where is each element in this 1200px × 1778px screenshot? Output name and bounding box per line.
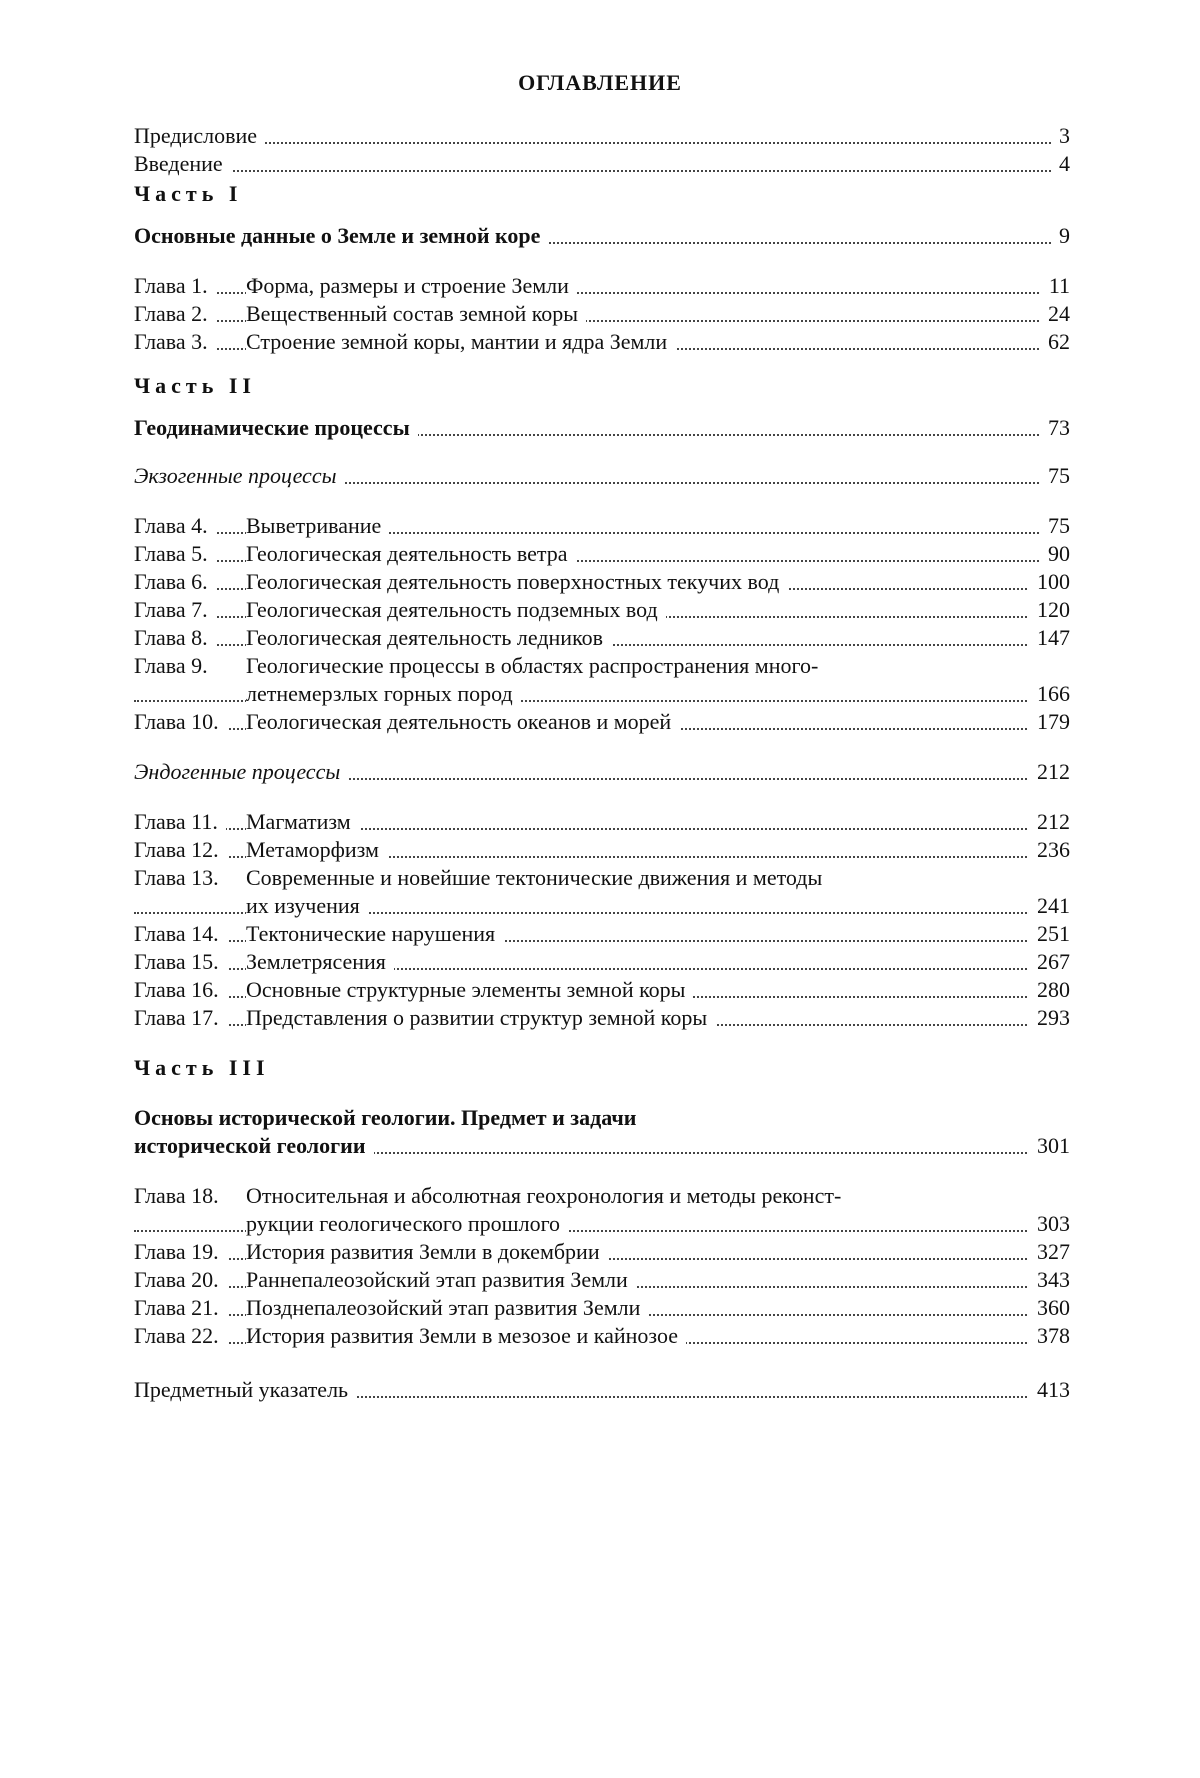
chapter-title: История развития Земли в докембрии xyxy=(246,1238,608,1266)
page-number: 120 xyxy=(1029,596,1070,624)
page-number: 267 xyxy=(1029,948,1070,976)
chapter-title: Строение земной коры, мантии и ядра Земли xyxy=(246,328,675,356)
toc-chapter-entry xyxy=(134,652,1070,680)
toc-chapter-entry xyxy=(134,272,1070,300)
entry-title: Предисловие xyxy=(134,122,265,150)
chapter-title: Магматизм xyxy=(246,808,359,836)
page-number: 75 xyxy=(1040,462,1070,490)
chapter-number: Глава 7. xyxy=(134,596,216,624)
chapter-number: Глава 13. xyxy=(134,864,227,892)
entry-title-continuation: летнемерзлых горных пород xyxy=(246,680,521,708)
toc-chapter-entry xyxy=(134,976,1070,1004)
chapter-title: Вещественный состав земной коры xyxy=(246,300,586,328)
toc-entry xyxy=(134,414,1070,442)
toc-part-heading xyxy=(134,180,1070,208)
toc-chapter-entry xyxy=(134,1238,1070,1266)
chapter-number: Глава 1. xyxy=(134,272,216,300)
page-number: 75 xyxy=(1040,512,1070,540)
chapter-title: Метаморфизм xyxy=(246,836,387,864)
chapter-title: Позднепалеозойский этап развития Земли xyxy=(246,1294,648,1322)
chapter-number: Глава 10. xyxy=(134,708,227,736)
page-number: 9 xyxy=(1051,222,1070,250)
toc-chapter-entry xyxy=(134,1182,1070,1210)
chapter-title: Современные и новейшие тектонические движения и методы xyxy=(246,864,830,892)
page-number: 100 xyxy=(1029,568,1070,596)
page-number: 90 xyxy=(1040,540,1070,568)
chapter-title: Геологическая деятельность ветра xyxy=(246,540,576,568)
toc-chapter-entry xyxy=(134,328,1070,356)
chapter-title: Геологическая деятельность океанов и морей xyxy=(246,708,679,736)
toc-chapter-entry xyxy=(134,864,1070,892)
page-number: 301 xyxy=(1029,1132,1070,1160)
chapter-number: Глава 5. xyxy=(134,540,216,568)
chapter-title: Геологическая деятельность ледников xyxy=(246,624,611,652)
entry-title-continuation: исторической геологии xyxy=(134,1132,374,1160)
page-title: ОГЛАВЛЕНИЕ xyxy=(518,70,682,95)
chapter-number: Глава 6. xyxy=(134,568,216,596)
toc-chapter-entry xyxy=(134,596,1070,624)
chapter-number: Глава 14. xyxy=(134,920,227,948)
page-number: 73 xyxy=(1040,414,1070,442)
entry-title-continuation: их изучения xyxy=(246,892,368,920)
chapter-title: История развития Земли в мезозое и кайнозое xyxy=(246,1322,686,1350)
chapter-title: Геологическая деятельность поверхностных текучих вод xyxy=(246,568,787,596)
page-number: 293 xyxy=(1029,1004,1070,1032)
entry-title: Геодинамические процессы xyxy=(134,414,418,442)
toc-chapter-entry xyxy=(134,836,1070,864)
page-number: 327 xyxy=(1029,1238,1070,1266)
part-label: Часть II xyxy=(134,372,264,400)
chapter-title: Относительная и абсолютная геохронология и методы реконст- xyxy=(246,1182,849,1210)
chapter-number: Глава 17. xyxy=(134,1004,227,1032)
toc-chapter-entry xyxy=(134,300,1070,328)
entry-title: Экзогенные процессы xyxy=(134,462,345,490)
page-number: 4 xyxy=(1051,150,1070,178)
page-number: 303 xyxy=(1029,1210,1070,1238)
toc-chapter-entry xyxy=(134,808,1070,836)
page-number: 280 xyxy=(1029,976,1070,1004)
page-number: 62 xyxy=(1040,328,1070,356)
toc-entry xyxy=(134,1376,1070,1404)
page-number: 179 xyxy=(1029,708,1070,736)
page-number: 24 xyxy=(1040,300,1070,328)
chapter-title: Геологическая деятельность подземных вод xyxy=(246,596,666,624)
chapter-number: Глава 22. xyxy=(134,1322,227,1350)
part-label: Часть III xyxy=(134,1054,278,1082)
toc-chapter-entry xyxy=(134,1266,1070,1294)
toc-entry xyxy=(134,1104,1070,1132)
chapter-title: Выветривание xyxy=(246,512,389,540)
page-number: 241 xyxy=(1029,892,1070,920)
chapter-number: Глава 19. xyxy=(134,1238,227,1266)
chapter-number: Глава 9. xyxy=(134,652,216,680)
entry-title: Введение xyxy=(134,150,231,178)
chapter-number: Глава 18. xyxy=(134,1182,227,1210)
part-label: Часть I xyxy=(134,180,250,208)
toc-entry xyxy=(134,222,1070,250)
chapter-title: Форма, размеры и строение Земли xyxy=(246,272,577,300)
chapter-number: Глава 11. xyxy=(134,808,226,836)
page-number: 251 xyxy=(1029,920,1070,948)
page-number: 212 xyxy=(1029,808,1070,836)
entry-title: Основы исторической геологии. Предмет и задачи xyxy=(134,1104,644,1132)
chapter-title: Основные структурные элементы земной коры xyxy=(246,976,693,1004)
toc-entry-continuation xyxy=(134,680,1070,708)
chapter-title: Геологические процессы в областях распространения много- xyxy=(246,652,826,680)
toc-chapter-entry xyxy=(134,1004,1070,1032)
page-number: 212 xyxy=(1029,758,1070,786)
chapter-number: Глава 20. xyxy=(134,1266,227,1294)
chapter-title: Тектонические нарушения xyxy=(246,920,503,948)
chapter-number: Глава 15. xyxy=(134,948,227,976)
toc-chapter-entry xyxy=(134,920,1070,948)
toc-chapter-entry xyxy=(134,1294,1070,1322)
chapter-number: Глава 4. xyxy=(134,512,216,540)
entry-title-continuation: рукции геологического прошлого xyxy=(246,1210,568,1238)
page-number: 11 xyxy=(1041,272,1070,300)
toc-chapter-entry xyxy=(134,512,1070,540)
page-number: 360 xyxy=(1029,1294,1070,1322)
toc-entry-continuation xyxy=(134,1210,1070,1238)
toc-chapter-entry xyxy=(134,568,1070,596)
toc-chapter-entry xyxy=(134,708,1070,736)
entry-title: Основные данные о Земле и земной коре xyxy=(134,222,548,250)
toc-entry xyxy=(134,150,1070,178)
toc-entry xyxy=(134,122,1070,150)
chapter-title: Представления о развитии структур земной коры xyxy=(246,1004,715,1032)
toc-entry-continuation xyxy=(134,892,1070,920)
toc-chapter-entry xyxy=(134,1322,1070,1350)
toc-chapter-entry xyxy=(134,948,1070,976)
chapter-number: Глава 16. xyxy=(134,976,227,1004)
page-number: 378 xyxy=(1029,1322,1070,1350)
toc-part-heading xyxy=(134,372,1070,400)
chapter-title: Раннепалеозойский этап развития Земли xyxy=(246,1266,636,1294)
chapter-number: Глава 21. xyxy=(134,1294,227,1322)
toc-chapter-entry xyxy=(134,540,1070,568)
page-number: 343 xyxy=(1029,1266,1070,1294)
page-number: 166 xyxy=(1029,680,1070,708)
toc-entry xyxy=(134,462,1070,490)
entry-title: Предметный указатель xyxy=(134,1376,356,1404)
toc-entry xyxy=(134,758,1070,786)
entry-title: Эндогенные процессы xyxy=(134,758,348,786)
chapter-title: Землетрясения xyxy=(246,948,394,976)
page-number: 413 xyxy=(1029,1376,1070,1404)
chapter-number: Глава 8. xyxy=(134,624,216,652)
chapter-number: Глава 2. xyxy=(134,300,216,328)
toc-part-heading xyxy=(134,1054,1070,1082)
page-number: 236 xyxy=(1029,836,1070,864)
page-number: 3 xyxy=(1051,122,1070,150)
toc-entry-continuation xyxy=(134,1132,1070,1160)
toc-chapter-entry xyxy=(134,624,1070,652)
chapter-number: Глава 3. xyxy=(134,328,216,356)
page-number: 147 xyxy=(1029,624,1070,652)
chapter-number: Глава 12. xyxy=(134,836,227,864)
